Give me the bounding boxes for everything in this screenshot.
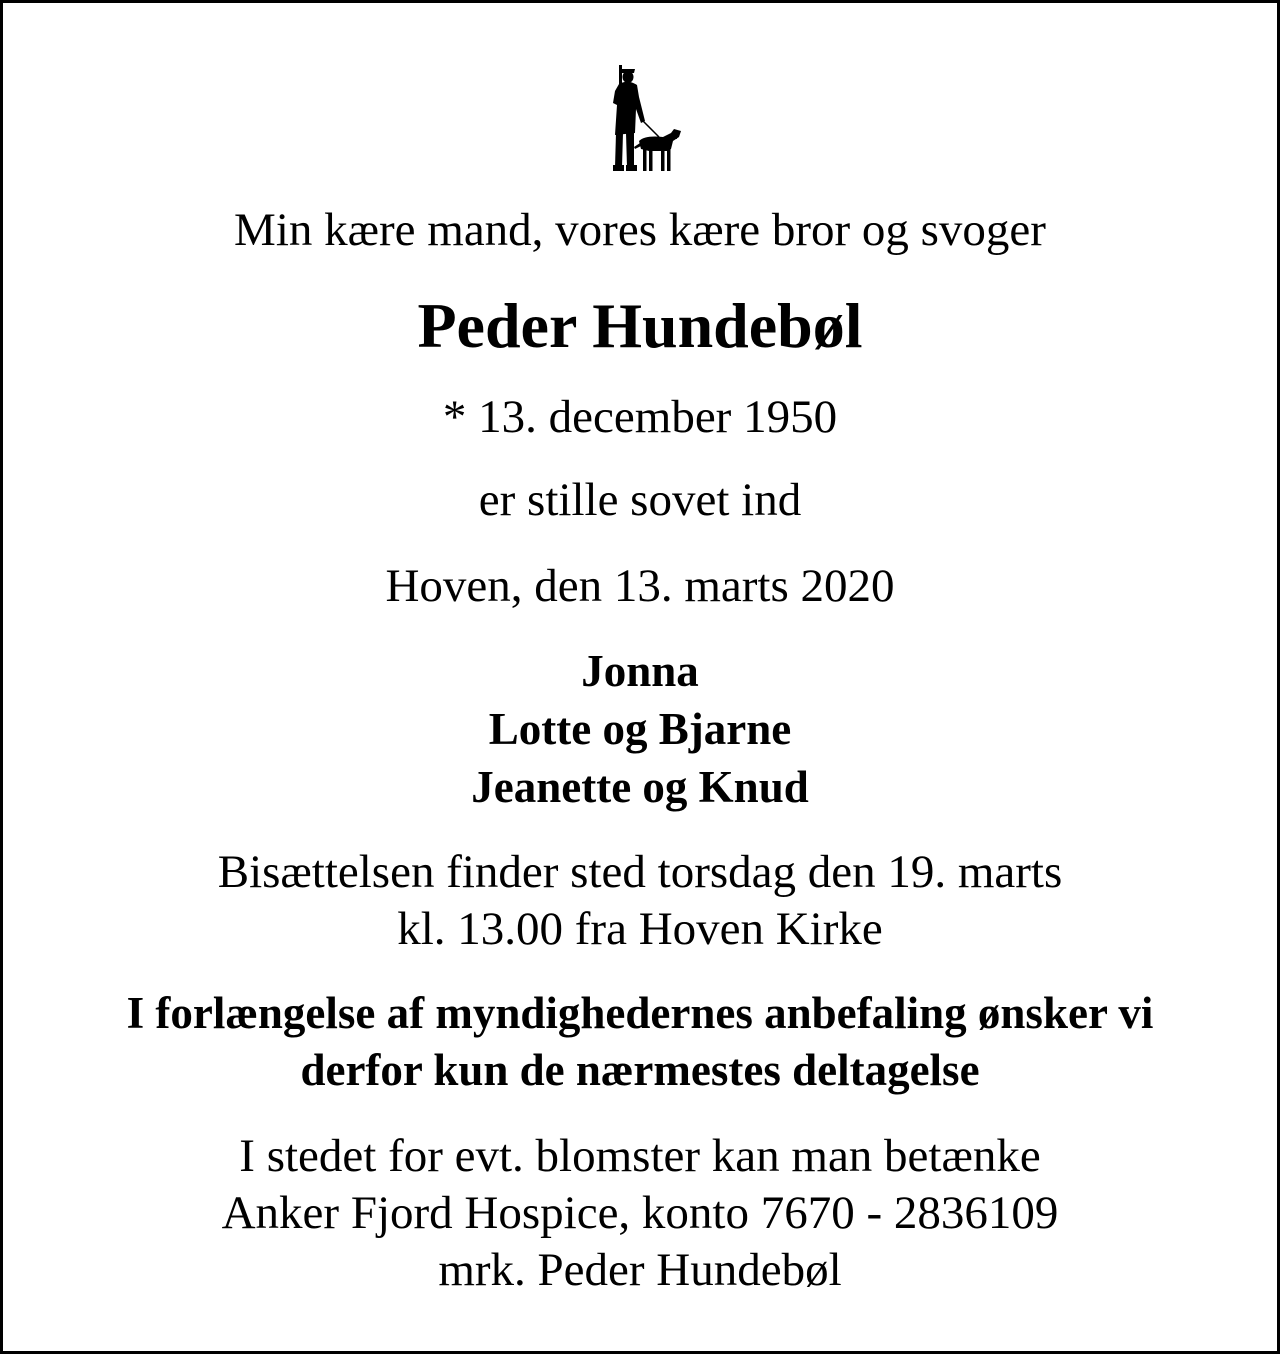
hunter-with-dog-icon: [601, 63, 685, 173]
donation-info-line: mrk. Peder Hundebøl: [438, 1244, 842, 1296]
funeral-info-line: Bisættelsen finder sted torsdag den 19. marts: [217, 846, 1063, 898]
attendance-notice-line: I forlængelse af myndighedernes anbefaling ønsker vi: [126, 988, 1154, 1038]
intro-text: Min kære mand, vores kære bror og svoger: [234, 204, 1046, 256]
donation-info-line: Anker Fjord Hospice, konto 7670 - 2836109: [221, 1187, 1059, 1239]
donation-info-line: I stedet for evt. blomster kan man betænke: [239, 1130, 1041, 1182]
deceased-name: Peder Hundebøl: [417, 290, 863, 361]
mourner-name: Jeanette og Knud: [471, 762, 809, 812]
passing-text: er stille sovet ind: [478, 474, 802, 526]
mourner-name: Jonna: [581, 646, 699, 696]
place-and-date: Hoven, den 13. marts 2020: [385, 560, 895, 612]
funeral-info-line: kl. 13.00 fra Hoven Kirke: [397, 903, 883, 955]
birth-date: * 13. december 1950: [442, 391, 838, 443]
mourner-name: Lotte og Bjarne: [488, 704, 792, 754]
attendance-notice-line: derfor kun de nærmestes deltagelse: [300, 1045, 980, 1095]
